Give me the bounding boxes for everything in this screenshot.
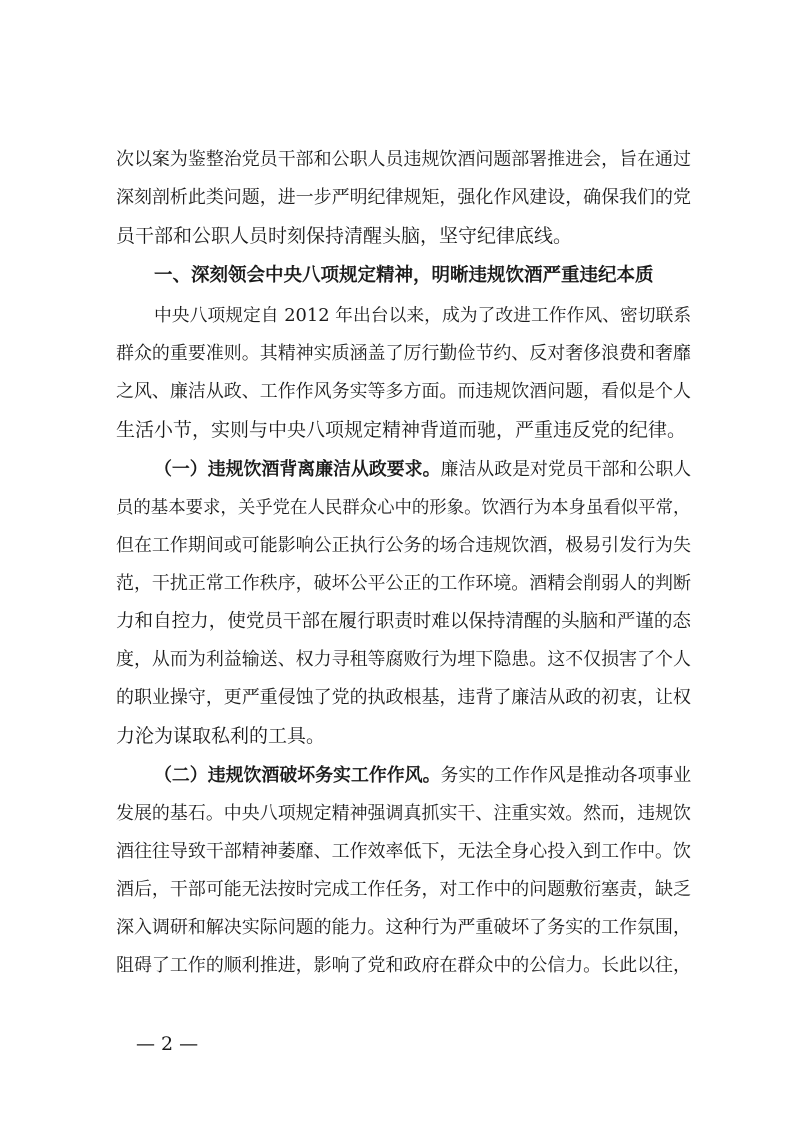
point1-line-4 (116, 566, 694, 602)
point1-lead: （一）违规饮酒背离廉洁从政要求。 (154, 459, 441, 480)
intro-line-1 (116, 142, 694, 178)
text-segment: 度，从而为利益输送、权力寻租等腐败行为埋下隐患。这不仅损害了个人 (116, 649, 691, 670)
intro-line-3 (116, 218, 694, 254)
point1-line-2 (116, 490, 694, 526)
page-number: — 2 — (136, 1033, 199, 1055)
point2-line-6 (116, 948, 694, 984)
section1-line-1 (154, 298, 694, 334)
point1-line-3 (116, 528, 694, 564)
point2-line-2 (116, 796, 694, 832)
text-segment: 员干部和公职人员时刻保持清醒头脑，坚守纪律底线。 (116, 225, 573, 247)
text-segment: 的职业操守，更严重侵蚀了党的执政根基，违背了廉洁从政的初衷，让权 (116, 687, 691, 708)
text-segment: 群众的重要准则。其精神实质涵盖了厉行勤俭节约、反对奢侈浪费和奢靡 (116, 343, 691, 364)
text-segment: 发展的基石。中央八项规定精神强调真抓实干、注重实效。然而，违规饮 (116, 803, 691, 824)
text-segment: 力沦为谋取私利的工具。 (116, 725, 326, 747)
section1-line-3 (116, 374, 694, 410)
point2-line-4 (116, 872, 694, 908)
text-segment: 务实的工作作风是推动各项事业 (440, 765, 692, 786)
text-segment: 之风、廉洁从政、工作作风务实等多方面。而违规饮酒问题，看似是个人 (116, 381, 691, 402)
point1-line-7 (116, 680, 694, 716)
point2-line-1 (154, 758, 694, 794)
text-segment: 范，干扰正常工作秩序，破坏公平公正的工作环境。酒精会削弱人的判断 (116, 573, 691, 594)
point2-line-5 (116, 910, 694, 946)
text-segment: 廉洁从政是对党员干部和公职人 (440, 459, 692, 480)
section1-line-2 (116, 336, 694, 372)
text-segment: 生活小节，实则与中央八项规定精神背道而驰，严重违反党的纪律。 (116, 419, 687, 441)
point1-line-6 (116, 642, 694, 678)
point1-line-8 (116, 718, 694, 754)
point2-line-3 (116, 834, 694, 870)
point1-line-1 (154, 452, 694, 488)
text-segment: 酒往往导致干部精神萎靡、工作效率低下，无法全身心投入到工作中。饮 (116, 841, 691, 862)
text-segment: 深刻剖析此类问题，进一步严明纪律规矩，强化作风建设，确保我们的党 (116, 187, 691, 208)
text-segment: 力和自控力，使党员干部在履行职责时难以保持清醒的头脑和严谨的态 (116, 611, 691, 632)
text-segment: 但在工作期间或可能影响公正执行公务的场合违规饮酒，极易引发行为失 (116, 535, 691, 556)
section-heading-text: 一、深刻领会中央八项规定精神，明晰违规饮酒严重违纪本质 (154, 265, 654, 286)
section1-line-4 (116, 412, 694, 448)
intro-line-2 (116, 180, 694, 216)
point1-line-5 (116, 604, 694, 640)
text-segment: 深入调研和解决实际问题的能力。这种行为严重破坏了务实的工作氛围， (116, 917, 691, 938)
text-segment: 中央八项规定自 2012 年出台以来，成为了改进工作作风、密切联系 (154, 305, 692, 326)
text-segment: 员的基本要求，关乎党在人民群众心中的形象。饮酒行为本身虽看似平常， (116, 498, 691, 518)
text-segment: 酒后，干部可能无法按时完成工作任务，对工作中的问题敷衍塞责，缺乏 (116, 879, 691, 900)
text-segment: 阻碍了工作的顺利推进，影响了党和政府在群众中的公信力。长此以往， (116, 955, 691, 976)
point2-lead: （二）违规饮酒破坏务实工作作风。 (154, 765, 441, 786)
text-segment: 次以案为鉴整治党员干部和公职人员违规饮酒问题部署推进会，旨在通过 (116, 149, 691, 170)
section-heading (154, 258, 694, 294)
